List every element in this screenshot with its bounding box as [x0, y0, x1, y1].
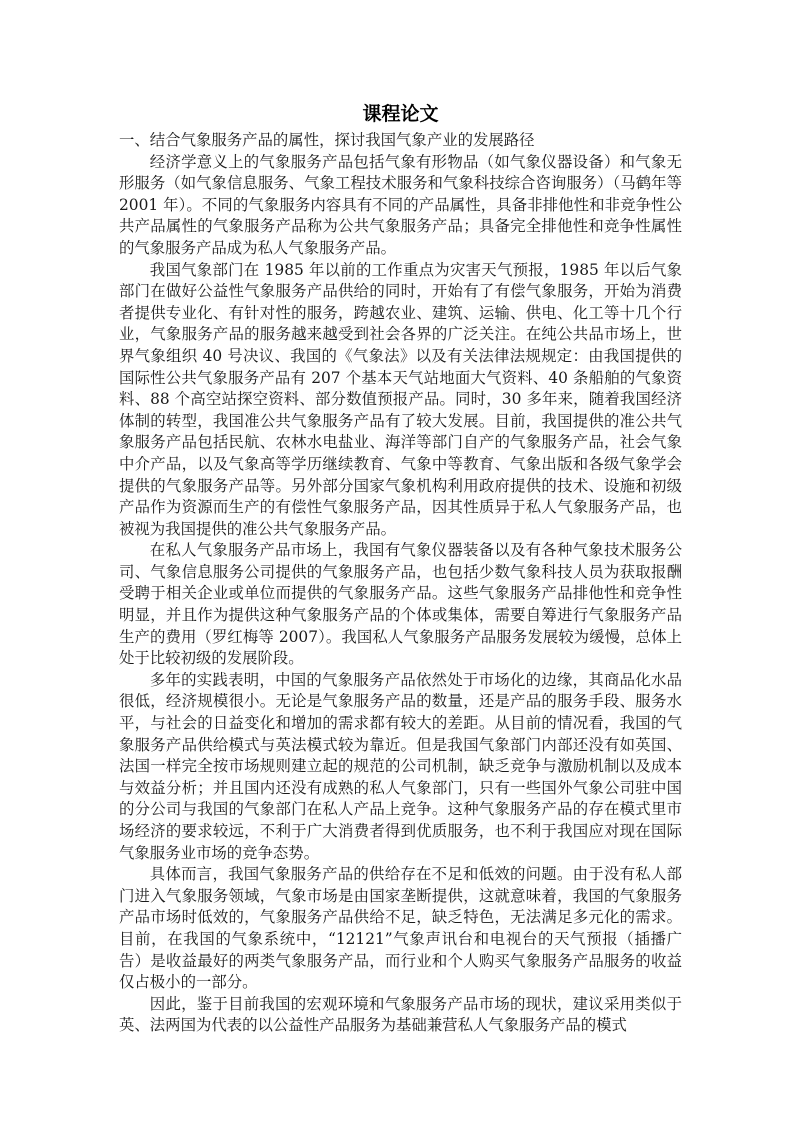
paragraph-4: 多年的实践表明，中国的气象服务产品依然处于市场化的边缘，其商品化水品很低，经济规模很小。无论是气象服务产品的数量，还是产品的服务手段、服务水平，与社会的日益变化和增加的需求都有较大的差距。从目前的情况看，我国的气象服务产品供给模式与英法模式较为靠近。但是我国气象部门内部还没有如英国、法国一样完全按市场规则建立起的规范的公司机制，缺乏竞争与激励机制以及成本与效益分析；并且国内还没有成熟的私人气象部门，只有一些国外气象公司驻中国的分公司与我国的气象部门在私人产品上竞争。这种气象服务产品的存在模式里市场经济的要求较远，不利于广大消费者得到优质服务，也不利于我国应对现在国际气象服务业市场的竞争态势。 [119, 670, 682, 862]
paragraph-5: 具体而言，我国气象服务产品的供给存在不足和低效的问题。由于没有私人部门进入气象服务领域，气象市场是由国家垄断提供，这就意味着，我国的气象服务产品市场时低效的，气象服务产品供给不足，缺乏特色，无法满足多元化的需求。目前，在我国的气象系统中，“12121”气象声讯台和电视台的天气预报（插播广告）是收益最好的两类气象服务产品，而行业和个人购买气象服务产品服务的收益仅占极小的一部分。 [119, 865, 682, 992]
document-body [119, 100, 682, 1037]
paragraph-2: 我国气象部门在 1985 年以前的工作重点为灾害天气预报，1985 年以后气象部门在做好公益性气象服务产品供给的同时，开始有了有偿气象服务，开始为消费者提供专业化、有针对性的服务，跨越农业、建筑、运输、供电、化工等十几个行业，气象服务产品的服务越来越受到社会各界的广泛关注。在纯公共品市场上，世界气象组织 40 号决议、我国的《气象法》以及有关法律法规规定：由我国提供的国际性公共气象服务产品有 207 个基本天气站地面大气资料、40 条船舶的气象资料、88 个高空站探空资料、部分数值预报产品。同时，30 多年来，随着我国经济体制的转型，我国准公共气象服务产品有了较大发展。目前，我国提供的准公共气象服务产品包括民航、农林水电盐业、海洋等部门自产的气象服务产品，社会气象中介产品，以及气象高等学历继续教育、气象中等教育、气象出版和各级气象学会提供的气象服务产品等。另外部分国家气象机构利用政府提供的技术、设施和初级产品作为资源而生产的有偿性气象服务产品，因其性质异于私人气象服务产品，也被视为我国提供的准公共气象服务产品。 [119, 260, 682, 538]
paragraph-3: 在私人气象服务产品市场上，我国有气象仪器装备以及有各种气象技术服务公司、气象信息服务公司提供的气象服务产品，也包括少数气象科技人员为获取报酬受聘于相关企业或单位而提供的气象服务产品。这些气象服务产品排他性和竞争性明显，并且作为提供这种气象服务产品的个体或集体，需要自筹进行气象服务产品生产的费用（罗红梅等 2007）。我国私人气象服务产品服务发展较为缓慢，总体上处于比较初级的发展阶段。 [119, 541, 682, 668]
document-title: 课程论文 [362, 103, 439, 125]
paragraph-6: 因此，鉴于目前我国的宏观环境和气象服务产品市场的现状，建议采用类似于英、法两国为代表的以公益性产品服务为基础兼营私人气象服务产品的模式 [119, 994, 682, 1035]
section-heading: 一、结合气象服务产品的属性，探讨我国气象产业的发展路径 [119, 131, 535, 149]
paragraph-1: 经济学意义上的气象服务产品包括气象有形物品（如气象仪器设备）和气象无形服务（如气象信息服务、气象工程技术服务和气象科技综合咨询服务）（马鹤年等 2001 年）。不同的气象服务内容具有不同的产品属性，具备非排他性和非竞争性公共产品属性的气象服务产品称为公共气象服务产品；具备完全排他性和竞争性属性的气象服务产品成为私人气象服务产品。 [119, 152, 682, 257]
